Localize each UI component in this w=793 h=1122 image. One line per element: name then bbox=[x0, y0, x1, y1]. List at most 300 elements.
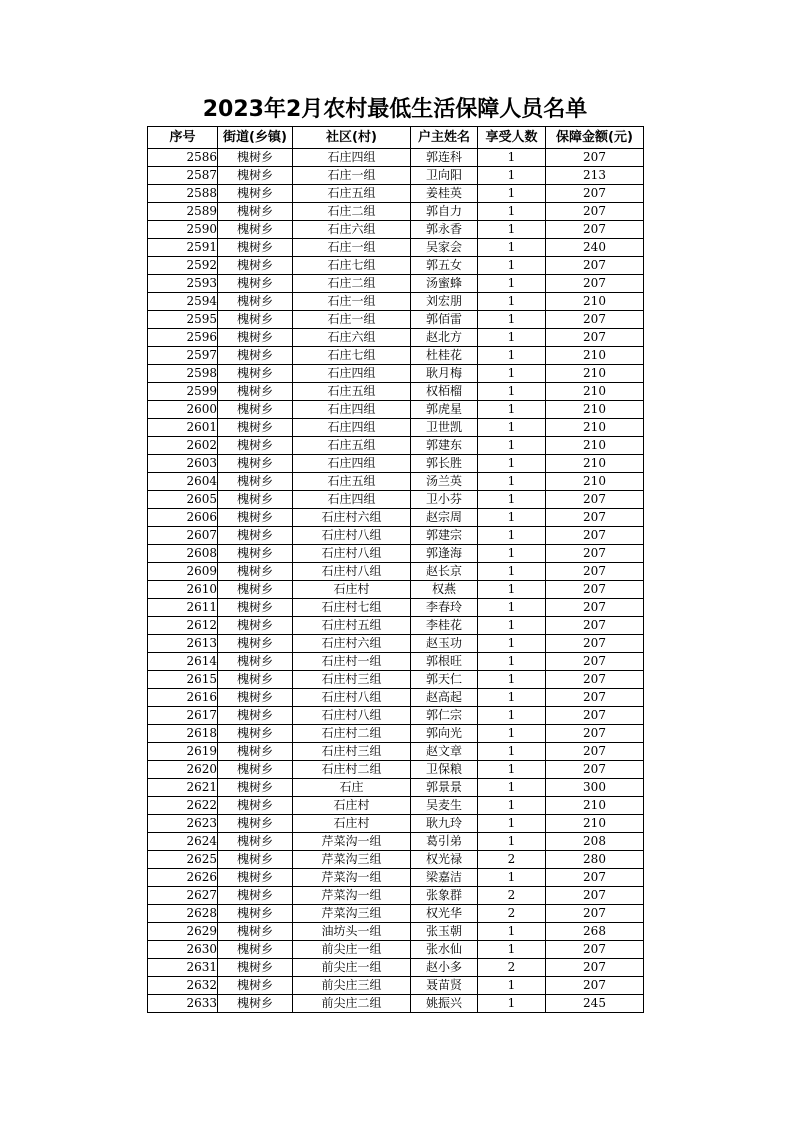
community-cell: 芹菜沟一组 bbox=[293, 833, 411, 851]
beneficiary-count-cell: 1 bbox=[478, 743, 546, 761]
allowance-amount-cell: 210 bbox=[546, 419, 644, 437]
township-cell: 槐树乡 bbox=[218, 905, 293, 923]
beneficiary-count-cell: 1 bbox=[478, 779, 546, 797]
allowance-amount-cell: 300 bbox=[546, 779, 644, 797]
column-header: 街道(乡镇) bbox=[218, 127, 293, 149]
community-cell: 油坊头一组 bbox=[293, 923, 411, 941]
allowance-amount-cell: 207 bbox=[546, 689, 644, 707]
community-cell: 芹菜沟三组 bbox=[293, 905, 411, 923]
beneficiary-count-cell: 1 bbox=[478, 455, 546, 473]
householder-name-cell: 郭五女 bbox=[411, 257, 478, 275]
beneficiary-count-cell: 1 bbox=[478, 311, 546, 329]
allowance-amount-cell: 207 bbox=[546, 959, 644, 977]
row-number-cell: 2612 bbox=[148, 617, 218, 635]
beneficiary-count-cell: 2 bbox=[478, 959, 546, 977]
householder-name-cell: 吴家会 bbox=[411, 239, 478, 257]
table-row bbox=[148, 977, 644, 995]
table-row bbox=[148, 509, 644, 527]
township-cell: 槐树乡 bbox=[218, 725, 293, 743]
township-cell: 槐树乡 bbox=[218, 563, 293, 581]
allowance-amount-cell: 207 bbox=[546, 941, 644, 959]
allowance-amount-cell: 207 bbox=[546, 617, 644, 635]
row-number-cell: 2613 bbox=[148, 635, 218, 653]
householder-name-cell: 赵宗周 bbox=[411, 509, 478, 527]
table-row bbox=[148, 545, 644, 563]
beneficiary-count-cell: 1 bbox=[478, 491, 546, 509]
allowance-amount-cell: 210 bbox=[546, 293, 644, 311]
allowance-amount-cell: 207 bbox=[546, 635, 644, 653]
table-row bbox=[148, 419, 644, 437]
allowance-amount-cell: 268 bbox=[546, 923, 644, 941]
beneficiary-count-cell: 1 bbox=[478, 977, 546, 995]
beneficiary-count-cell: 1 bbox=[478, 221, 546, 239]
township-cell: 槐树乡 bbox=[218, 401, 293, 419]
householder-name-cell: 赵长京 bbox=[411, 563, 478, 581]
allowance-amount-cell: 207 bbox=[546, 671, 644, 689]
beneficiary-count-cell: 1 bbox=[478, 383, 546, 401]
table-row bbox=[148, 185, 644, 203]
community-cell: 石庄村 bbox=[293, 815, 411, 833]
table-row bbox=[148, 437, 644, 455]
township-cell: 槐树乡 bbox=[218, 527, 293, 545]
allowance-amount-cell: 210 bbox=[546, 455, 644, 473]
beneficiary-count-cell: 1 bbox=[478, 707, 546, 725]
row-number-cell: 2629 bbox=[148, 923, 218, 941]
community-cell: 石庄村二组 bbox=[293, 761, 411, 779]
community-cell: 前尖庄一组 bbox=[293, 959, 411, 977]
row-number-cell: 2631 bbox=[148, 959, 218, 977]
table-row bbox=[148, 383, 644, 401]
row-number-cell: 2611 bbox=[148, 599, 218, 617]
township-cell: 槐树乡 bbox=[218, 743, 293, 761]
table-row bbox=[148, 257, 644, 275]
allowance-amount-cell: 210 bbox=[546, 365, 644, 383]
township-cell: 槐树乡 bbox=[218, 275, 293, 293]
householder-name-cell: 郭逢海 bbox=[411, 545, 478, 563]
beneficiary-count-cell: 1 bbox=[478, 833, 546, 851]
row-number-cell: 2628 bbox=[148, 905, 218, 923]
beneficiary-count-cell: 1 bbox=[478, 473, 546, 491]
row-number-cell: 2605 bbox=[148, 491, 218, 509]
householder-name-cell: 郭永香 bbox=[411, 221, 478, 239]
householder-name-cell: 姚振兴 bbox=[411, 995, 478, 1013]
beneficiary-count-cell: 1 bbox=[478, 347, 546, 365]
beneficiary-count-cell: 1 bbox=[478, 257, 546, 275]
community-cell: 芹菜沟三组 bbox=[293, 851, 411, 869]
table-row bbox=[148, 653, 644, 671]
table-row bbox=[148, 923, 644, 941]
table-row bbox=[148, 743, 644, 761]
township-cell: 槐树乡 bbox=[218, 779, 293, 797]
community-cell: 石庄四组 bbox=[293, 401, 411, 419]
beneficiary-count-cell: 1 bbox=[478, 527, 546, 545]
row-number-cell: 2597 bbox=[148, 347, 218, 365]
community-cell: 石庄一组 bbox=[293, 311, 411, 329]
community-cell: 石庄六组 bbox=[293, 329, 411, 347]
allowance-amount-cell: 245 bbox=[546, 995, 644, 1013]
table-row bbox=[148, 797, 644, 815]
beneficiary-count-cell: 1 bbox=[478, 275, 546, 293]
township-cell: 槐树乡 bbox=[218, 311, 293, 329]
allowance-table bbox=[147, 126, 644, 1013]
row-number-cell: 2603 bbox=[148, 455, 218, 473]
beneficiary-count-cell: 1 bbox=[478, 671, 546, 689]
community-cell: 石庄 bbox=[293, 779, 411, 797]
community-cell: 石庄五组 bbox=[293, 473, 411, 491]
allowance-amount-cell: 207 bbox=[546, 761, 644, 779]
beneficiary-count-cell: 2 bbox=[478, 905, 546, 923]
community-cell: 石庄一组 bbox=[293, 293, 411, 311]
householder-name-cell: 郭仁宗 bbox=[411, 707, 478, 725]
beneficiary-count-cell: 2 bbox=[478, 887, 546, 905]
allowance-amount-cell: 210 bbox=[546, 347, 644, 365]
township-cell: 槐树乡 bbox=[218, 941, 293, 959]
householder-name-cell: 赵北方 bbox=[411, 329, 478, 347]
allowance-amount-cell: 207 bbox=[546, 725, 644, 743]
community-cell: 石庄村三组 bbox=[293, 743, 411, 761]
table-row bbox=[148, 761, 644, 779]
township-cell: 槐树乡 bbox=[218, 635, 293, 653]
householder-name-cell: 赵高起 bbox=[411, 689, 478, 707]
township-cell: 槐树乡 bbox=[218, 329, 293, 347]
householder-name-cell: 姜桂英 bbox=[411, 185, 478, 203]
householder-name-cell: 刘宏朋 bbox=[411, 293, 478, 311]
allowance-amount-cell: 208 bbox=[546, 833, 644, 851]
beneficiary-count-cell: 1 bbox=[478, 239, 546, 257]
community-cell: 前尖庄一组 bbox=[293, 941, 411, 959]
allowance-amount-cell: 210 bbox=[546, 797, 644, 815]
table-row bbox=[148, 347, 644, 365]
allowance-amount-cell: 213 bbox=[546, 167, 644, 185]
township-cell: 槐树乡 bbox=[218, 185, 293, 203]
row-number-cell: 2617 bbox=[148, 707, 218, 725]
community-cell: 石庄一组 bbox=[293, 167, 411, 185]
row-number-cell: 2622 bbox=[148, 797, 218, 815]
community-cell: 石庄四组 bbox=[293, 419, 411, 437]
beneficiary-count-cell: 1 bbox=[478, 545, 546, 563]
column-header: 享受人数 bbox=[478, 127, 546, 149]
row-number-cell: 2591 bbox=[148, 239, 218, 257]
page-title: 2023年2月农村最低生活保障人员名单 bbox=[202, 97, 588, 122]
householder-name-cell: 赵文章 bbox=[411, 743, 478, 761]
allowance-amount-cell: 207 bbox=[546, 203, 644, 221]
beneficiary-count-cell: 1 bbox=[478, 869, 546, 887]
beneficiary-count-cell: 1 bbox=[478, 329, 546, 347]
table-row bbox=[148, 689, 644, 707]
township-cell: 槐树乡 bbox=[218, 383, 293, 401]
householder-name-cell: 郭景景 bbox=[411, 779, 478, 797]
table-row bbox=[148, 239, 644, 257]
community-cell: 石庄二组 bbox=[293, 203, 411, 221]
community-cell: 石庄一组 bbox=[293, 239, 411, 257]
community-cell: 石庄四组 bbox=[293, 365, 411, 383]
householder-name-cell: 李桂花 bbox=[411, 617, 478, 635]
community-cell: 石庄六组 bbox=[293, 221, 411, 239]
table-row bbox=[148, 311, 644, 329]
householder-name-cell: 杜桂花 bbox=[411, 347, 478, 365]
township-cell: 槐树乡 bbox=[218, 491, 293, 509]
table-header-row bbox=[148, 127, 644, 149]
row-number-cell: 2606 bbox=[148, 509, 218, 527]
township-cell: 槐树乡 bbox=[218, 455, 293, 473]
community-cell: 石庄村三组 bbox=[293, 671, 411, 689]
householder-name-cell: 郭向光 bbox=[411, 725, 478, 743]
allowance-amount-cell: 210 bbox=[546, 437, 644, 455]
community-cell: 石庄村 bbox=[293, 581, 411, 599]
allowance-amount-cell: 207 bbox=[546, 887, 644, 905]
allowance-amount-cell: 207 bbox=[546, 653, 644, 671]
community-cell: 前尖庄三组 bbox=[293, 977, 411, 995]
community-cell: 石庄七组 bbox=[293, 347, 411, 365]
table-row bbox=[148, 473, 644, 491]
table-row bbox=[148, 869, 644, 887]
beneficiary-count-cell: 1 bbox=[478, 581, 546, 599]
row-number-cell: 2602 bbox=[148, 437, 218, 455]
householder-name-cell: 权光禄 bbox=[411, 851, 478, 869]
householder-name-cell: 聂苗贤 bbox=[411, 977, 478, 995]
column-header: 序号 bbox=[148, 127, 218, 149]
householder-name-cell: 郭天仁 bbox=[411, 671, 478, 689]
householder-name-cell: 卫向阳 bbox=[411, 167, 478, 185]
township-cell: 槐树乡 bbox=[218, 797, 293, 815]
allowance-amount-cell: 207 bbox=[546, 545, 644, 563]
beneficiary-count-cell: 1 bbox=[478, 185, 546, 203]
beneficiary-count-cell: 1 bbox=[478, 689, 546, 707]
table-row bbox=[148, 671, 644, 689]
township-cell: 槐树乡 bbox=[218, 149, 293, 167]
township-cell: 槐树乡 bbox=[218, 617, 293, 635]
row-number-cell: 2594 bbox=[148, 293, 218, 311]
allowance-amount-cell: 210 bbox=[546, 401, 644, 419]
householder-name-cell: 耿九玲 bbox=[411, 815, 478, 833]
beneficiary-count-cell: 1 bbox=[478, 941, 546, 959]
beneficiary-count-cell: 1 bbox=[478, 725, 546, 743]
householder-name-cell: 郭连科 bbox=[411, 149, 478, 167]
householder-name-cell: 郭建东 bbox=[411, 437, 478, 455]
allowance-amount-cell: 207 bbox=[546, 509, 644, 527]
beneficiary-count-cell: 1 bbox=[478, 437, 546, 455]
allowance-amount-cell: 240 bbox=[546, 239, 644, 257]
community-cell: 石庄村二组 bbox=[293, 725, 411, 743]
householder-name-cell: 权燕 bbox=[411, 581, 478, 599]
row-number-cell: 2588 bbox=[148, 185, 218, 203]
table-row bbox=[148, 995, 644, 1013]
township-cell: 槐树乡 bbox=[218, 365, 293, 383]
community-cell: 石庄四组 bbox=[293, 455, 411, 473]
allowance-amount-cell: 210 bbox=[546, 473, 644, 491]
table-row bbox=[148, 401, 644, 419]
beneficiary-count-cell: 1 bbox=[478, 563, 546, 581]
township-cell: 槐树乡 bbox=[218, 887, 293, 905]
householder-name-cell: 张水仙 bbox=[411, 941, 478, 959]
allowance-amount-cell: 207 bbox=[546, 311, 644, 329]
table-row bbox=[148, 833, 644, 851]
community-cell: 石庄五组 bbox=[293, 383, 411, 401]
householder-name-cell: 赵玉功 bbox=[411, 635, 478, 653]
beneficiary-count-cell: 1 bbox=[478, 401, 546, 419]
row-number-cell: 2610 bbox=[148, 581, 218, 599]
row-number-cell: 2595 bbox=[148, 311, 218, 329]
table-row bbox=[148, 815, 644, 833]
row-number-cell: 2601 bbox=[148, 419, 218, 437]
community-cell: 石庄村八组 bbox=[293, 527, 411, 545]
row-number-cell: 2618 bbox=[148, 725, 218, 743]
table-row bbox=[148, 149, 644, 167]
table-row bbox=[148, 617, 644, 635]
table-row bbox=[148, 725, 644, 743]
allowance-amount-cell: 207 bbox=[546, 491, 644, 509]
township-cell: 槐树乡 bbox=[218, 959, 293, 977]
township-cell: 槐树乡 bbox=[218, 815, 293, 833]
community-cell: 石庄二组 bbox=[293, 275, 411, 293]
row-number-cell: 2600 bbox=[148, 401, 218, 419]
township-cell: 槐树乡 bbox=[218, 221, 293, 239]
column-header: 保障金额(元) bbox=[546, 127, 644, 149]
allowance-amount-cell: 210 bbox=[546, 383, 644, 401]
allowance-amount-cell: 207 bbox=[546, 527, 644, 545]
township-cell: 槐树乡 bbox=[218, 995, 293, 1013]
table-row bbox=[148, 167, 644, 185]
beneficiary-count-cell: 1 bbox=[478, 923, 546, 941]
beneficiary-count-cell: 1 bbox=[478, 203, 546, 221]
row-number-cell: 2625 bbox=[148, 851, 218, 869]
beneficiary-count-cell: 1 bbox=[478, 635, 546, 653]
community-cell: 石庄村五组 bbox=[293, 617, 411, 635]
row-number-cell: 2587 bbox=[148, 167, 218, 185]
row-number-cell: 2599 bbox=[148, 383, 218, 401]
table-row bbox=[148, 887, 644, 905]
allowance-amount-cell: 207 bbox=[546, 221, 644, 239]
allowance-amount-cell: 280 bbox=[546, 851, 644, 869]
community-cell: 石庄村一组 bbox=[293, 653, 411, 671]
community-cell: 石庄村六组 bbox=[293, 635, 411, 653]
householder-name-cell: 郭虎星 bbox=[411, 401, 478, 419]
table-row bbox=[148, 959, 644, 977]
community-cell: 石庄村八组 bbox=[293, 689, 411, 707]
row-number-cell: 2593 bbox=[148, 275, 218, 293]
township-cell: 槐树乡 bbox=[218, 239, 293, 257]
table-row bbox=[148, 527, 644, 545]
table-row bbox=[148, 455, 644, 473]
row-number-cell: 2598 bbox=[148, 365, 218, 383]
allowance-amount-cell: 207 bbox=[546, 563, 644, 581]
allowance-amount-cell: 207 bbox=[546, 869, 644, 887]
allowance-amount-cell: 207 bbox=[546, 185, 644, 203]
table-row bbox=[148, 293, 644, 311]
beneficiary-count-cell: 1 bbox=[478, 797, 546, 815]
row-number-cell: 2609 bbox=[148, 563, 218, 581]
beneficiary-count-cell: 1 bbox=[478, 149, 546, 167]
row-number-cell: 2604 bbox=[148, 473, 218, 491]
householder-name-cell: 卫小芬 bbox=[411, 491, 478, 509]
row-number-cell: 2623 bbox=[148, 815, 218, 833]
row-number-cell: 2586 bbox=[148, 149, 218, 167]
community-cell: 前尖庄二组 bbox=[293, 995, 411, 1013]
township-cell: 槐树乡 bbox=[218, 509, 293, 527]
township-cell: 槐树乡 bbox=[218, 833, 293, 851]
householder-name-cell: 郭长胜 bbox=[411, 455, 478, 473]
row-number-cell: 2627 bbox=[148, 887, 218, 905]
beneficiary-count-cell: 1 bbox=[478, 995, 546, 1013]
allowance-amount-cell: 207 bbox=[546, 329, 644, 347]
allowance-amount-cell: 210 bbox=[546, 815, 644, 833]
township-cell: 槐树乡 bbox=[218, 203, 293, 221]
row-number-cell: 2616 bbox=[148, 689, 218, 707]
table-row bbox=[148, 365, 644, 383]
township-cell: 槐树乡 bbox=[218, 257, 293, 275]
township-cell: 槐树乡 bbox=[218, 707, 293, 725]
township-cell: 槐树乡 bbox=[218, 167, 293, 185]
community-cell: 芹菜沟一组 bbox=[293, 869, 411, 887]
row-number-cell: 2608 bbox=[148, 545, 218, 563]
table-row bbox=[148, 707, 644, 725]
householder-name-cell: 汤兰英 bbox=[411, 473, 478, 491]
table-body bbox=[148, 149, 644, 1013]
householder-name-cell: 耿月梅 bbox=[411, 365, 478, 383]
row-number-cell: 2632 bbox=[148, 977, 218, 995]
community-cell: 芹菜沟一组 bbox=[293, 887, 411, 905]
township-cell: 槐树乡 bbox=[218, 689, 293, 707]
householder-name-cell: 赵小多 bbox=[411, 959, 478, 977]
allowance-amount-cell: 207 bbox=[546, 149, 644, 167]
township-cell: 槐树乡 bbox=[218, 869, 293, 887]
beneficiary-count-cell: 1 bbox=[478, 509, 546, 527]
beneficiary-count-cell: 1 bbox=[478, 653, 546, 671]
beneficiary-count-cell: 1 bbox=[478, 599, 546, 617]
table-row bbox=[148, 275, 644, 293]
table-row bbox=[148, 779, 644, 797]
township-cell: 槐树乡 bbox=[218, 473, 293, 491]
beneficiary-count-cell: 1 bbox=[478, 617, 546, 635]
table-row bbox=[148, 221, 644, 239]
householder-name-cell: 张象群 bbox=[411, 887, 478, 905]
table-row bbox=[148, 491, 644, 509]
householder-name-cell: 权光华 bbox=[411, 905, 478, 923]
table-row bbox=[148, 851, 644, 869]
beneficiary-count-cell: 2 bbox=[478, 851, 546, 869]
beneficiary-count-cell: 1 bbox=[478, 419, 546, 437]
householder-name-cell: 张玉朝 bbox=[411, 923, 478, 941]
row-number-cell: 2615 bbox=[148, 671, 218, 689]
row-number-cell: 2592 bbox=[148, 257, 218, 275]
table-row bbox=[148, 599, 644, 617]
township-cell: 槐树乡 bbox=[218, 293, 293, 311]
row-number-cell: 2619 bbox=[148, 743, 218, 761]
community-cell: 石庄村七组 bbox=[293, 599, 411, 617]
householder-name-cell: 卫世凯 bbox=[411, 419, 478, 437]
table-row bbox=[148, 905, 644, 923]
householder-name-cell: 郭建宗 bbox=[411, 527, 478, 545]
township-cell: 槐树乡 bbox=[218, 347, 293, 365]
table-row bbox=[148, 581, 644, 599]
allowance-amount-cell: 207 bbox=[546, 977, 644, 995]
row-number-cell: 2590 bbox=[148, 221, 218, 239]
beneficiary-count-cell: 1 bbox=[478, 293, 546, 311]
township-cell: 槐树乡 bbox=[218, 419, 293, 437]
table-row bbox=[148, 635, 644, 653]
householder-name-cell: 李春玲 bbox=[411, 599, 478, 617]
community-cell: 石庄五组 bbox=[293, 185, 411, 203]
community-cell: 石庄四组 bbox=[293, 149, 411, 167]
beneficiary-count-cell: 1 bbox=[478, 365, 546, 383]
householder-name-cell: 郭自力 bbox=[411, 203, 478, 221]
allowance-amount-cell: 207 bbox=[546, 905, 644, 923]
row-number-cell: 2614 bbox=[148, 653, 218, 671]
township-cell: 槐树乡 bbox=[218, 599, 293, 617]
table-row bbox=[148, 941, 644, 959]
community-cell: 石庄村六组 bbox=[293, 509, 411, 527]
allowance-amount-cell: 207 bbox=[546, 707, 644, 725]
